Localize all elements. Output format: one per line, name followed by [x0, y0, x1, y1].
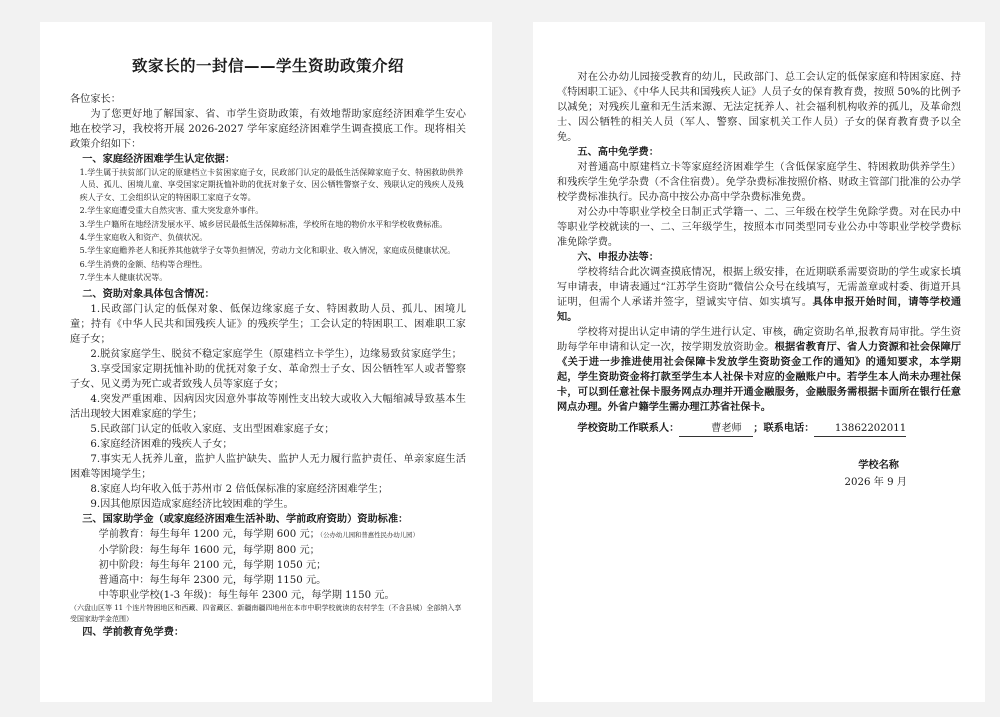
section-2-item: 8.家庭人均年收入低于苏州市 2 倍低保标准的家庭经济困难学生； — [90, 483, 389, 495]
section-2-item: 3.享受国家定期抚恤补助的优抚对象子女、革命烈士子女、因公牺牲军人或者警察子女、见义勇为死亡或者致残人员等家庭子女； — [70, 363, 466, 390]
section-2-item: 5.民政部门认定的低收入家庭、支出型困难家庭子女； — [90, 423, 335, 435]
contact-label: 学校资助工作联系人： — [577, 423, 680, 434]
subsidy-note: （公办幼儿园和普惠性民办幼儿园） — [319, 530, 419, 539]
subsidy-standard-row: 普通高中：每生每年 2300 元，每学期 1150 元。 — [98, 574, 327, 586]
section-1-item: 6.学生消费的金额、结构等合理性。 — [79, 259, 208, 269]
section-3-heading: 三、国家助学金（或家庭经济困难生活补助、学前政府资助）资助标准： — [82, 513, 409, 525]
section-2-item: 6.家庭经济困难的残疾人子女； — [90, 438, 233, 450]
section-6-text: 学校将结合此次调查摸底情况，根据上级安排，在近期联系需要资助的学生或家长填写申请表，申请表通过“江苏学生资助”微信公众号在线填写，无需盖章或村委、街道开具证明，但需个人承诺并签字，望诚实守信、如实填写。具体申报开始时间，请等学校通知。 — [557, 267, 962, 323]
section-4-heading: 四、学前教育免学费： — [82, 626, 185, 638]
section-2-item: 9.因其他原因造成家庭经济比较困难的学生。 — [90, 498, 294, 510]
phone-label: ；联系电话： — [753, 423, 815, 434]
subsidy-standard-row: 小学阶段：每生每年 1600 元，每学期 800 元； — [98, 544, 320, 556]
section-2-item: 1.民政部门认定的低保对象、低保边缘家庭子女、特困救助人员、孤儿、困境儿童；持有《中华人民共和国残疾人证》的残疾学生；工会认定的特困职工、困难职工家庭子女； — [70, 303, 466, 345]
letter-page-2 — [533, 22, 985, 702]
section-5-text: 对公办中等职业学校全日制正式学籍一、二、三年级在校学生免除学费。对在民办中等职业学校就读的一、二、三年级学生，按照本市同类型同专业公办中等职业学校学费标准免除学费。 — [557, 207, 961, 248]
section-2-item: 2.脱贫家庭学生、脱贫不稳定家庭学生（原建档立卡学生），边缘易致贫家庭学生； — [90, 348, 462, 360]
section-1-item: 5.学生家庭赡养老人和抚养其他就学子女等负担情况，劳动力文化和职业、收入情况，家庭成员健康状况。 — [79, 246, 456, 256]
letter-title: 致家长的一封信——学生资助政策介绍 — [131, 57, 404, 75]
section-2-item: 4.突发严重困难、因病因灾因意外事故等刚性支出较大或收入大幅缩减导致基本生活出现较大困难家庭的学生； — [70, 393, 466, 420]
subsidy-standard-row: 初中阶段：每生每年 2100 元，每学期 1050 元； — [98, 559, 327, 571]
section-5-heading: 五、高中免学费： — [577, 147, 659, 158]
section-1-item: 3.学生户籍所在地经济发展水平、城乡居民最低生活保障标准，学校所在地的物价水平和学校收费标准。 — [79, 219, 448, 229]
contact-phone: 13862202011 — [814, 421, 906, 437]
section-6-heading: 六、申报办法等： — [577, 252, 659, 263]
greeting: 各位家长： — [70, 94, 121, 105]
section-1-item: 4.学生家庭收入和资产、负债状况。 — [79, 233, 208, 243]
subsidy-standard-row: 中等职业学校(1-3 年级)：每生每年 2300 元，每学期 1150 元。 — [98, 589, 395, 601]
section-1-item: 2.学生家庭遭受重大自然灾害、重大突发意外事件。 — [79, 206, 264, 216]
letter-page-1 — [40, 22, 492, 702]
contact-line — [557, 421, 961, 437]
school-name: 学校名称 — [858, 460, 899, 471]
intro-paragraph: 为了您更好地了解国家、省、市学生资助政策，有效地帮助家庭经济困难学生安心地在校学习，我校将开展 2026-2027 学年家庭经济困难学生调查摸底工作。现将相关政策介绍如下： — [70, 109, 466, 150]
section-1-item: 7.学生本人健康状况等。 — [79, 273, 168, 283]
section-4-text: 对在公办幼儿园接受教育的幼儿，民政部门、总工会认定的低保家庭和特困家庭、持《特困职工证》、《中华人民共和国残疾人证》人员子女的保育教育费，按照 50%的比例予以减免；对残疾儿童和无生活来源、无法定抚养人、社会福利机构收养的孤儿，及革命烈士、因公牺牲的相关人员（军人、警察、国家机关工作人员）子女的保育教育费予以全免。 — [557, 72, 961, 143]
subsidy-standard-row: 学前教育：每生每年 1200 元，每学期 600 元；（公办幼儿园和普惠性民办幼儿园） — [98, 528, 419, 540]
signature-block — [557, 457, 961, 491]
letter-date: 2026 年 9 月 — [844, 477, 907, 488]
subsidy-footnote: （六盘山区等 11 个连片特困地区和西藏、四省藏区、新疆南疆四地州在本市中职学校就读的农村学生（不含县城）全部纳入享受国家助学金范围） — [70, 603, 462, 623]
section-2-heading: 二、资助对象具体包含情况： — [82, 288, 215, 300]
section-1-heading: 一、家庭经济困难学生认定依据： — [82, 154, 236, 165]
contact-name: 曹老师 — [679, 421, 753, 437]
section-1-item: 1.学生属于扶贫部门认定的原建档立卡贫困家庭子女，民政部门认定的最低生活保障家庭子女、特困救助供养人员、孤儿、困境儿童、享受国家定期抚恤补助的优抚对象子女、因公牺牲警察子女、残联认定的残疾人及残疾人子女、工会组织认定的特困职工家庭子女等。 — [79, 168, 464, 202]
section-2-item: 7.事实无人抚养儿童，监护人监护缺失、监护人无力履行监护责任、单亲家庭生活困难等困境学生； — [70, 453, 466, 480]
section-5-text: 对普通高中原建档立卡等家庭经济困难学生（含低保家庭学生、特困救助供养学生）和残疾学生免学杂费（不含住宿费）。免学杂费标准按照价格、财政主管部门批准的公办学校学费标准执行。民办高中按公办高中学杂费标准免费。 — [557, 162, 961, 203]
section-6-text: 学校将对提出认定申请的学生进行认定、审核，确定资助名单,报教育局审批。学生资助每学年申请和认定一次，按学期发放资助金。根据省教育厅、省人力资源和社会保障厅《关于进一步推进使用社会保障卡发放学生资助资金工作的通知》的通知要求，本学期起，学生资助资金将打款至学生本人社保卡对应的金融账户中。若学生本人尚未办理社保卡，可以到任意社保卡服务网点办理并开通金融服务，金融服务需根据卡面所在银行任意网点办理。外省户籍学生需办理江苏省社保卡。 — [557, 327, 962, 413]
